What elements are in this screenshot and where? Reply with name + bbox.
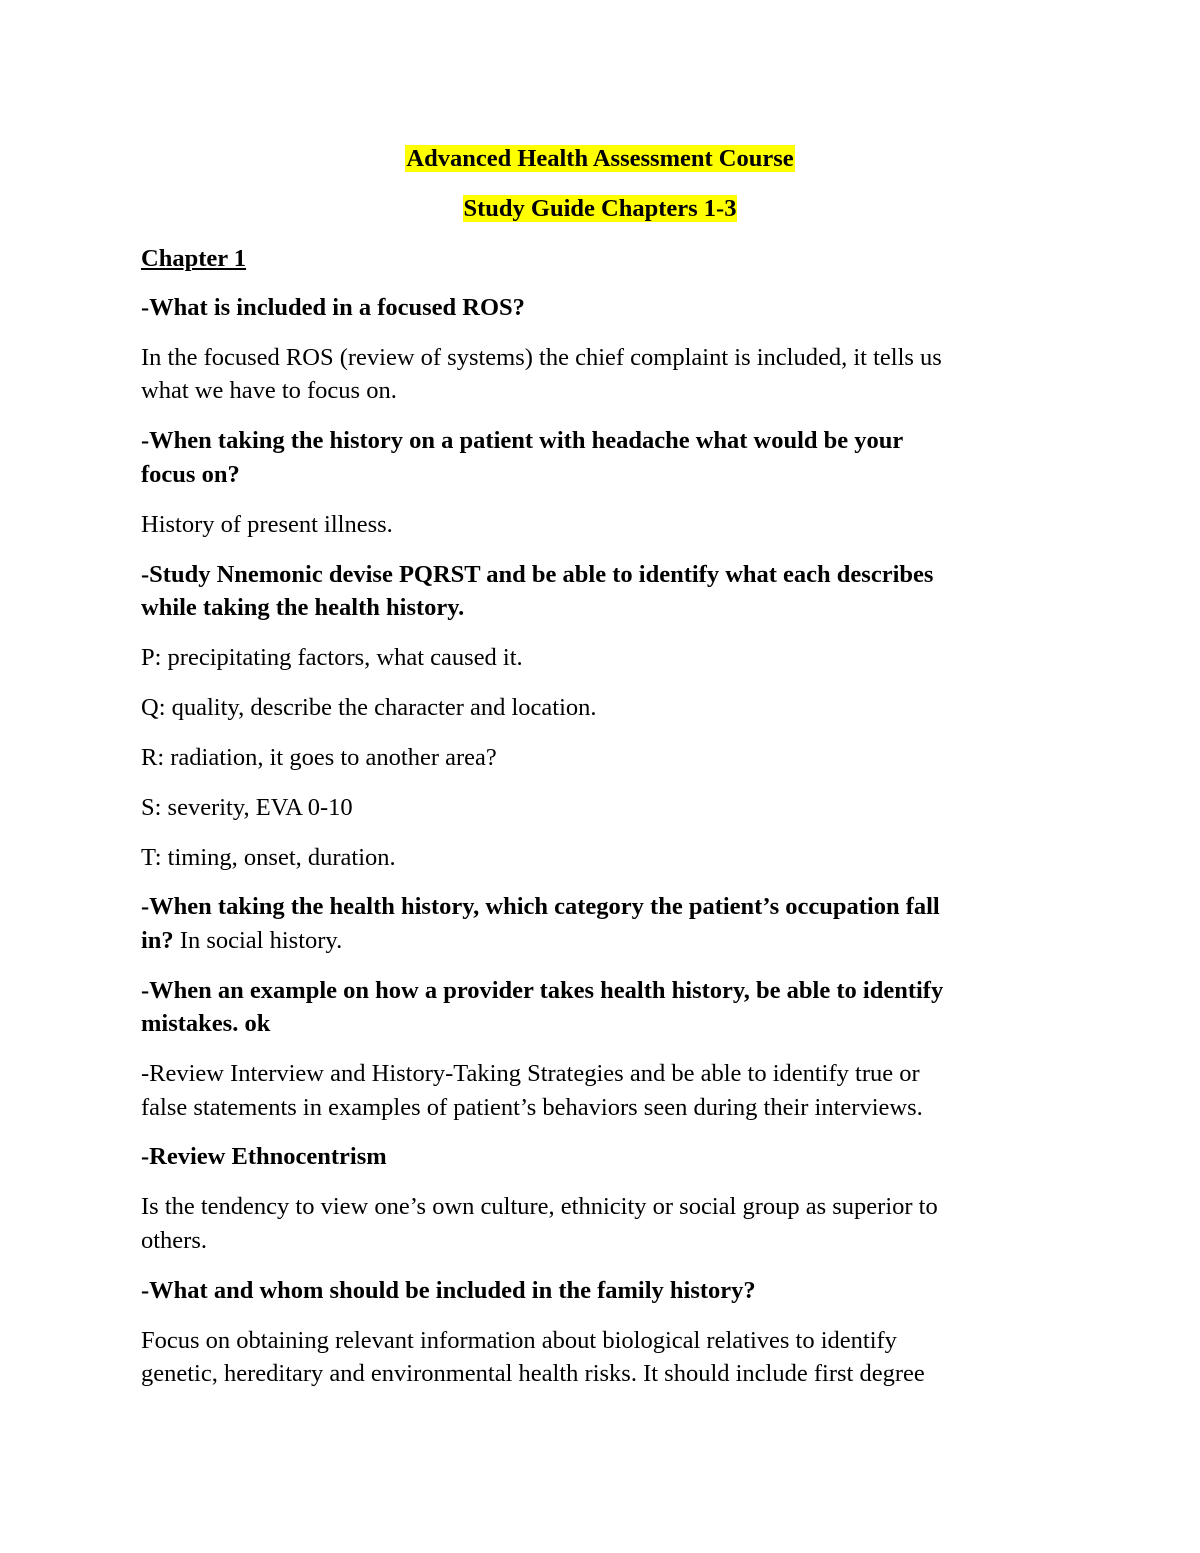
document-subtitle: Study Guide Chapters 1-3: [463, 195, 737, 222]
answer-ethnocentrism-line1: Is the tendency to view one’s own culture, ethnicity or social group as superior to: [141, 1193, 938, 1220]
answer-focused-ros-line1: In the focused ROS (review of systems) the chief complaint is included, it tells us: [141, 344, 942, 371]
question-family-history: -What and whom should be included in the family history?: [141, 1277, 756, 1304]
pqrst-item-r: R: radiation, it goes to another area?: [141, 744, 497, 771]
chapter-heading-line: [141, 242, 1061, 275]
question-headache-line2: focus on?: [141, 461, 240, 488]
answer-occupation: In social history.: [173, 927, 343, 954]
pqrst-item-q: Q: quality, describe the character and location.: [141, 694, 597, 721]
document-title: Advanced Health Assessment Course: [406, 145, 794, 172]
pqrst-item-s: S: severity, EVA 0-10: [141, 794, 353, 821]
question-headache-line1: -When taking the history on a patient with headache what would be your: [141, 427, 904, 454]
question-pqrst-line1: -Study Nnemonic devise PQRST and be able to identify what each describes: [141, 561, 934, 588]
question-mistakes-line2: mistakes. ok: [141, 1010, 271, 1037]
answer-family-history-line2: genetic, hereditary and environmental health risks. It should include first degree: [141, 1360, 925, 1387]
review-interview-line1: -Review Interview and History-Taking Strategies and be able to identify true or: [141, 1060, 920, 1087]
pqrst-item-p: P: precipitating factors, what caused it.: [141, 644, 523, 671]
answer-family-history-line1: Focus on obtaining relevant information about biological relatives to identify: [141, 1327, 897, 1354]
chapter-heading: Chapter 1: [141, 245, 247, 272]
document-subtitle-line: [0, 192, 1200, 225]
review-interview-line2: false statements in examples of patient’s behaviors seen during their interviews.: [141, 1094, 923, 1121]
answer-focused-ros-line2: what we have to focus on.: [141, 377, 397, 404]
question-pqrst-line2: while taking the health history.: [141, 594, 465, 621]
pqrst-item-t: T: timing, onset, duration.: [141, 844, 396, 871]
question-ethnocentrism: -Review Ethnocentrism: [141, 1143, 387, 1170]
question-mistakes-line1: -When an example on how a provider takes health history, be able to identify: [141, 977, 944, 1004]
answer-ethnocentrism-line2: others.: [141, 1227, 207, 1254]
document-title-line: [0, 142, 1200, 175]
question-occupation-line2: in? In social history.: [141, 927, 343, 954]
question-focused-ros: -What is included in a focused ROS?: [141, 294, 525, 321]
answer-headache: History of present illness.: [141, 511, 393, 538]
question-occupation-line1: -When taking the health history, which category the patient’s occupation fall: [141, 893, 940, 920]
